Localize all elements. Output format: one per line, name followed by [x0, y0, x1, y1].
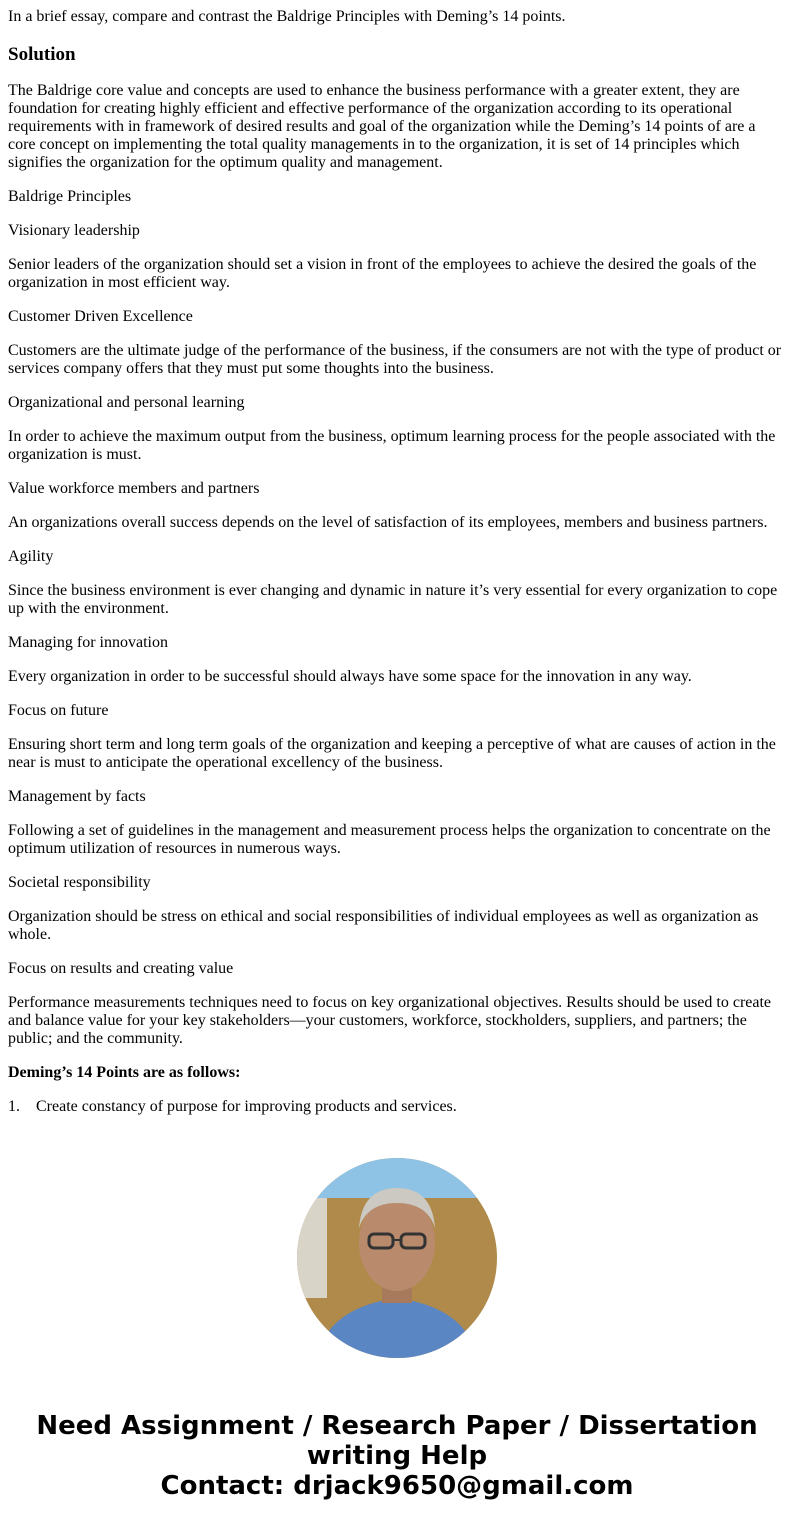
section-heading: Focus on results and creating value	[8, 960, 234, 977]
paragraph: Performance measurements techniques need to focus on key organizational objectives. Results should be used to create and balance value for your key stakeholders—your customers, workforce, stockholders, suppliers, and partners; the public; and the community.	[8, 994, 772, 1047]
question-text: In a brief essay, compare and contrast the Baldrige Principles with Deming’s 14 points.	[8, 8, 566, 25]
section-heading: Value workforce members and partners	[8, 480, 260, 497]
paragraph: Since the business environment is ever changing and dynamic in nature it’s very essential for every organization to cope up with the environment.	[8, 582, 778, 617]
solution-body	[8, 82, 786, 1048]
section-heading: Management by facts	[8, 788, 146, 805]
deming-point	[8, 1098, 786, 1116]
point-text: Create constancy of purpose for improving products and services.	[36, 1098, 457, 1115]
point-number: 1.	[8, 1098, 20, 1115]
promo-contact: Contact: drjack9650@gmail.com	[160, 1471, 634, 1501]
deming-points-list	[8, 1098, 786, 1116]
paragraph: Organization should be stress on ethical and social responsibilities of individual employees as well as organization as whole.	[8, 908, 759, 943]
deming-heading: Deming’s 14 Points are as follows:	[8, 1064, 241, 1081]
paragraph: Customers are the ultimate judge of the performance of the business, if the consumers are not with the type of product or services company offers that they must put some thoughts into the business.	[8, 342, 782, 377]
paragraph: Ensuring short term and long term goals of the organization and keeping a perceptive of what are causes of action in the near is must to anticipate the operational excellency of the business.	[8, 736, 776, 771]
paragraph: An organizations overall success depends on the level of satisfaction of its employees, members and business partners.	[8, 514, 768, 531]
promo-banner	[8, 1411, 786, 1501]
section-heading: Organizational and personal learning	[8, 394, 245, 411]
paragraph: In order to achieve the maximum output from the business, optimum learning process for the people associated with the organization is must.	[8, 428, 776, 463]
section-heading: Visionary leadership	[8, 222, 140, 239]
section-heading: Agility	[8, 548, 54, 565]
paragraph: Following a set of guidelines in the management and measurement process helps the organization to concentrate on the optimum utilization of resources in numerous ways.	[8, 822, 771, 857]
section-heading: Managing for innovation	[8, 634, 168, 651]
section-heading: Customer Driven Excellence	[8, 308, 193, 325]
author-photo-container	[8, 1158, 786, 1363]
paragraph: Every organization in order to be successful should always have some space for the innovation in any way.	[8, 668, 692, 685]
promo-line: Need Assignment / Research Paper / Dissertation writing Help	[36, 1411, 758, 1471]
solution-heading: Solution	[8, 44, 76, 65]
author-photo	[297, 1158, 497, 1358]
paragraph: The Baldrige core value and concepts are used to enhance the business performance with a greater extent, they are foundation for creating highly efficient and effective performance of the organization according to its operational requirements with in framework of desired results and goal of the organization while the Deming’s 14 points of are a core concept on implementing the total quality managements in to the organization, it is set of 14 principles which signifies the organization for the optimum quality and management.	[8, 82, 756, 171]
section-heading: Societal responsibility	[8, 874, 151, 891]
section-heading: Baldrige Principles	[8, 188, 132, 205]
section-heading: Focus on future	[8, 702, 109, 719]
paragraph: Senior leaders of the organization should set a vision in front of the employees to achieve the desired the goals of the organization in most efficient way.	[8, 256, 757, 291]
